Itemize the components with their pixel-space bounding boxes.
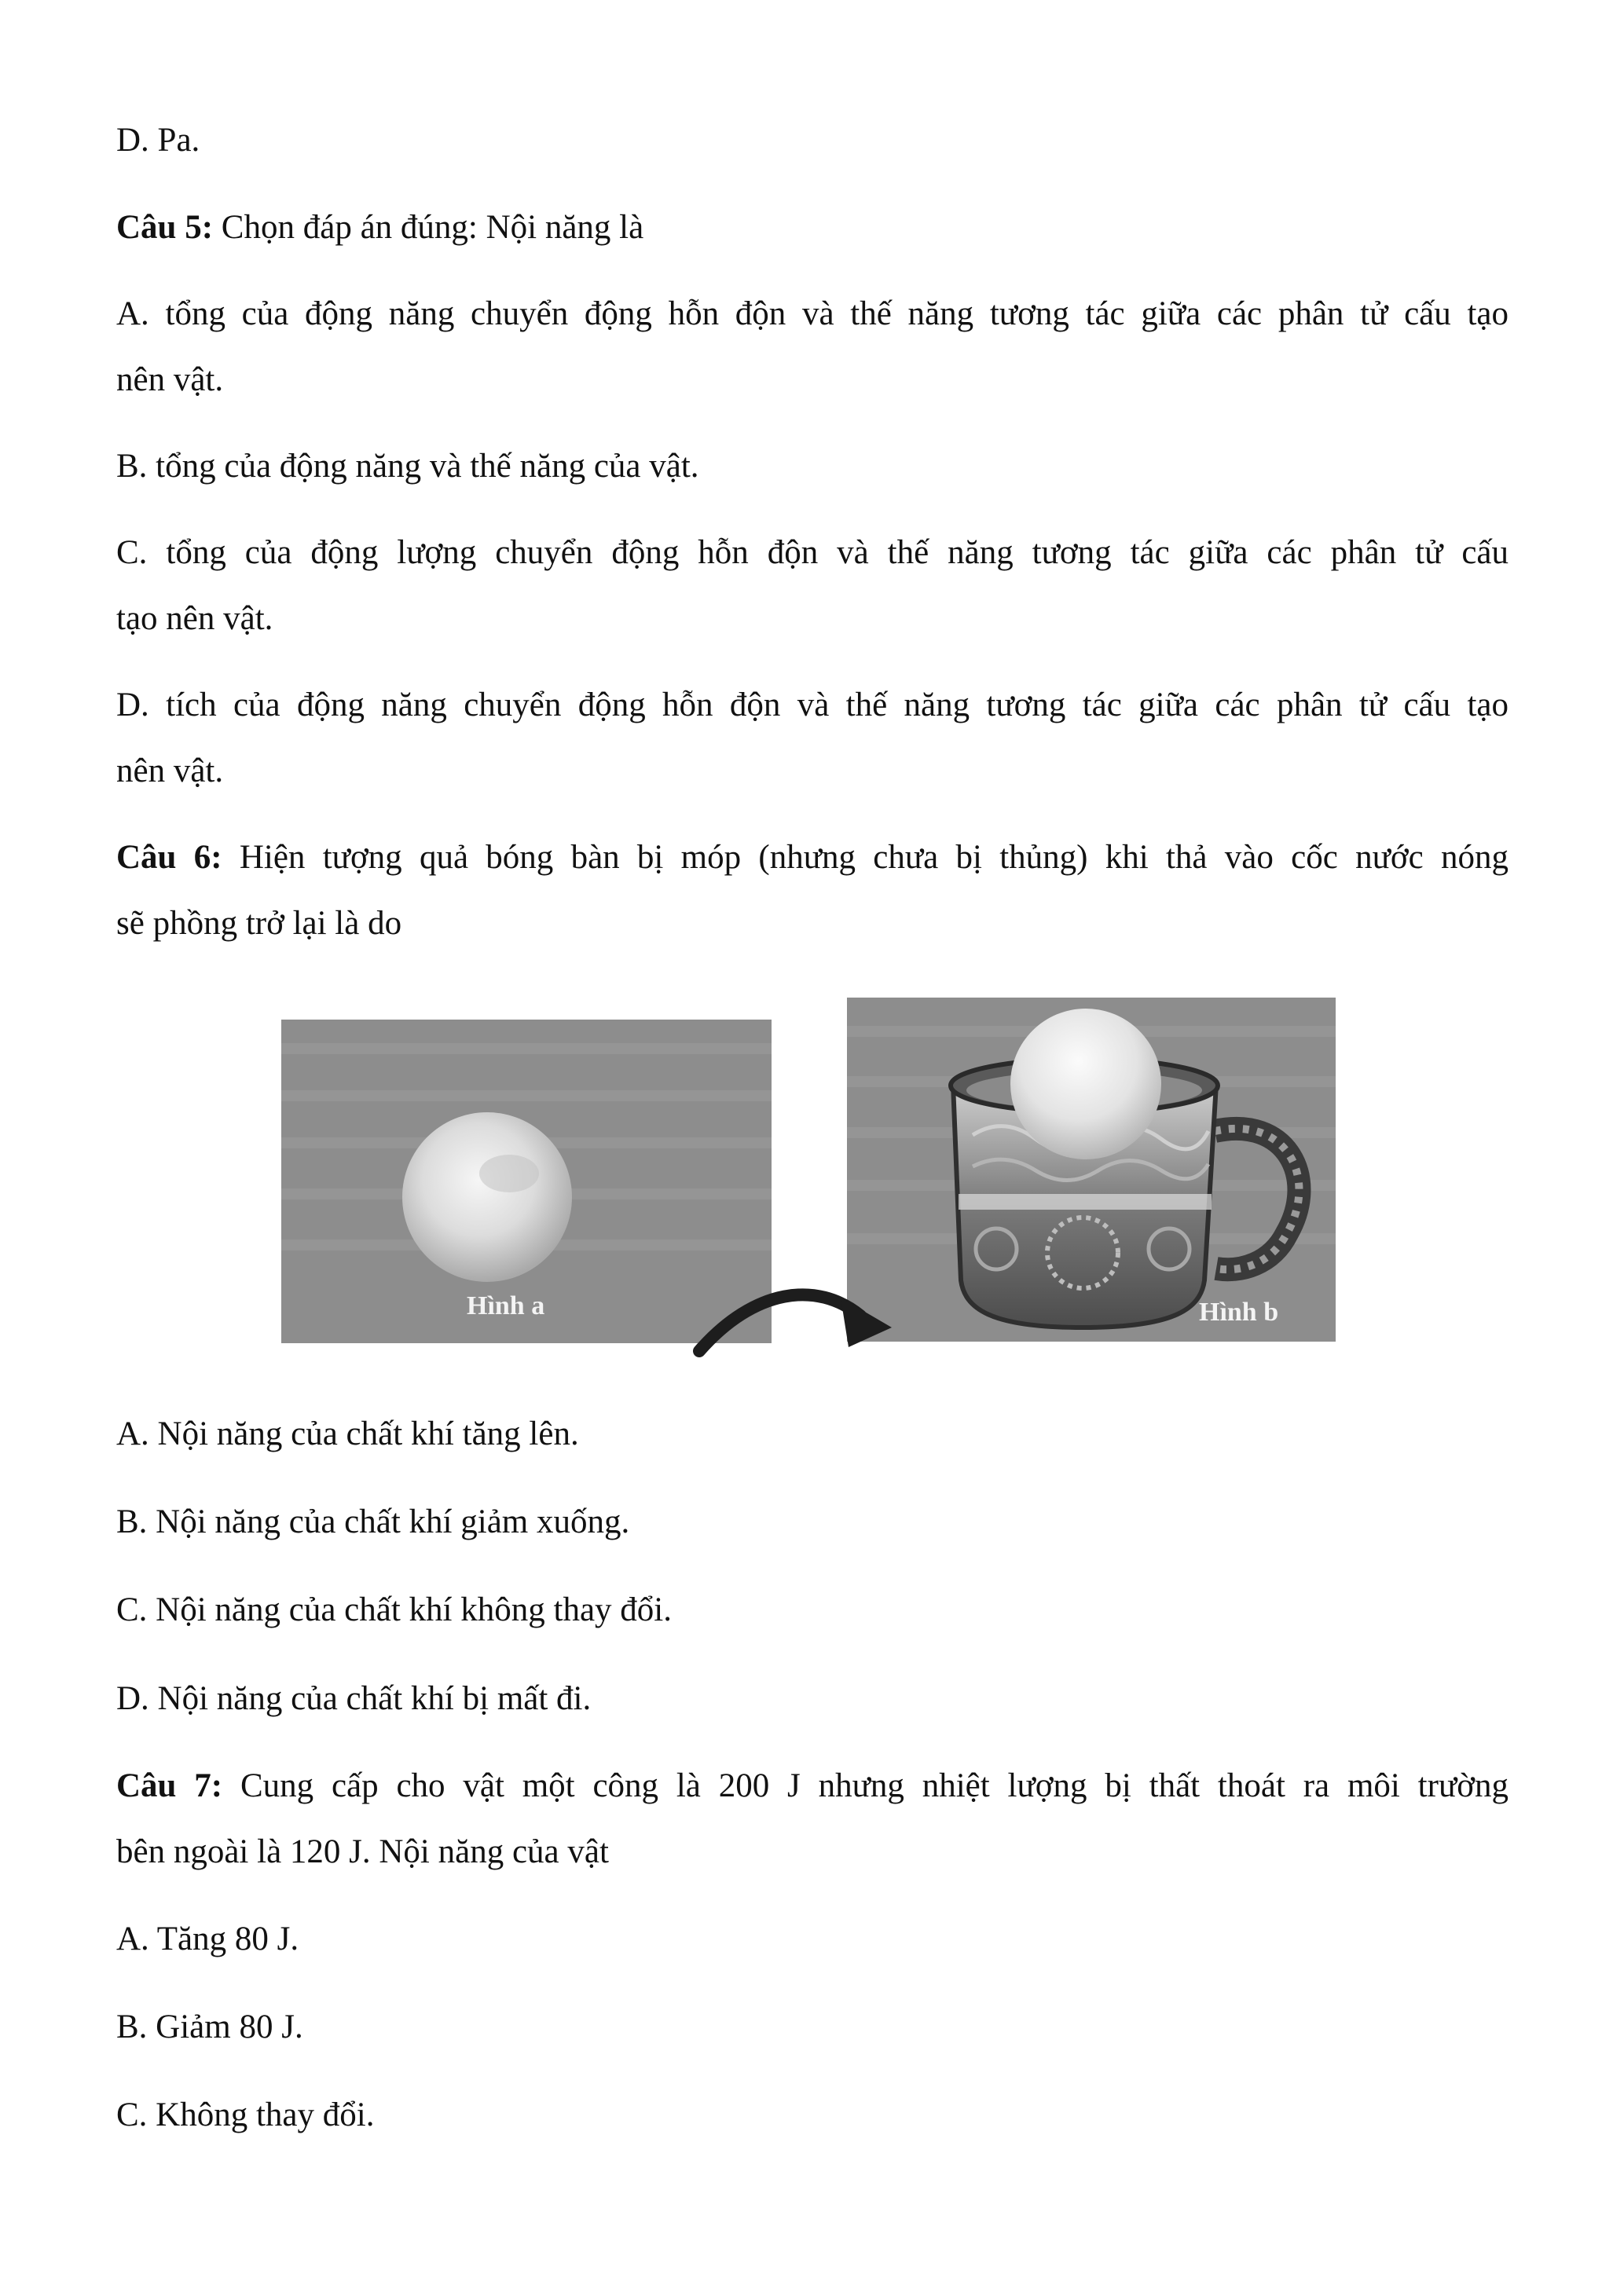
q5-option-b: B. tổng của động năng và thế năng của vật.: [116, 448, 699, 485]
q7-question-line1: [116, 1766, 1509, 1807]
q6-option-d: D. Nội năng của chất khí bị mất đi.: [116, 1680, 592, 1717]
q5-stem: Chọn đáp án đúng: Nội năng là: [213, 209, 644, 246]
q5-option-c-line2: tạo nên vật.: [116, 600, 273, 637]
q6-question-line1: [116, 837, 1509, 878]
figure-panel-b: [847, 998, 1336, 1342]
q7-label: Câu 7:: [116, 1767, 223, 1804]
q5-option-a-line1: A. tổng của động năng chuyển động hỗn độn và thế năng tương tác giữa các phân tử cấu tạo: [116, 295, 1509, 332]
q7-option-c: C. Không thay đổi.: [116, 2096, 375, 2133]
q6-stem-line1: Hiện tượng quả bóng bàn bị móp (nhưng chưa bị thủng) khi thả vào cốc nước nóng: [222, 839, 1509, 876]
q5-question: [116, 207, 643, 248]
q6-option-b: B. Nội năng của chất khí giảm xuống.: [116, 1503, 630, 1540]
q6-option-a: A. Nội năng của chất khí tăng lên.: [116, 1415, 579, 1452]
q7-option-b: B. Giảm 80 J.: [116, 2009, 303, 2045]
q4-option-d: D. Pa.: [116, 122, 200, 159]
curved-arrow-icon: [684, 1280, 919, 1367]
figure-label-b: Hình b: [1199, 1298, 1279, 1327]
q5-label: Câu 5:: [116, 209, 214, 246]
q5-option-d-line1: D. tích của động năng chuyển động hỗn độn và thế năng tương tác giữa các phân tử cấu tạo: [116, 687, 1509, 723]
q6-figure: [275, 998, 1351, 1367]
q5-option-d-line2: nên vật.: [116, 753, 224, 789]
figure-label-a: Hình a: [467, 1291, 545, 1320]
q7-stem-line1: Cung cấp cho vật một công là 200 J nhưng nhiệt lượng bị thất thoát ra môi trường: [222, 1767, 1509, 1804]
q5-option-c-line1: C. tổng của động lượng chuyển động hỗn độn và thế năng tương tác giữa các phân tử cấu: [116, 534, 1509, 571]
cup-with-ball-icon: [847, 998, 1336, 1342]
q6-option-c: C. Nội năng của chất khí không thay đổi.: [116, 1591, 672, 1628]
q6-label: Câu 6:: [116, 839, 222, 876]
q7-stem-line2: bên ngoài là 120 J. Nội năng của vật: [116, 1833, 609, 1870]
q5-option-a-line2: nên vật.: [116, 361, 224, 398]
q6-stem-line2: sẽ phồng trở lại là do: [116, 905, 402, 942]
q7-option-a: A. Tăng 80 J.: [116, 1921, 299, 1957]
